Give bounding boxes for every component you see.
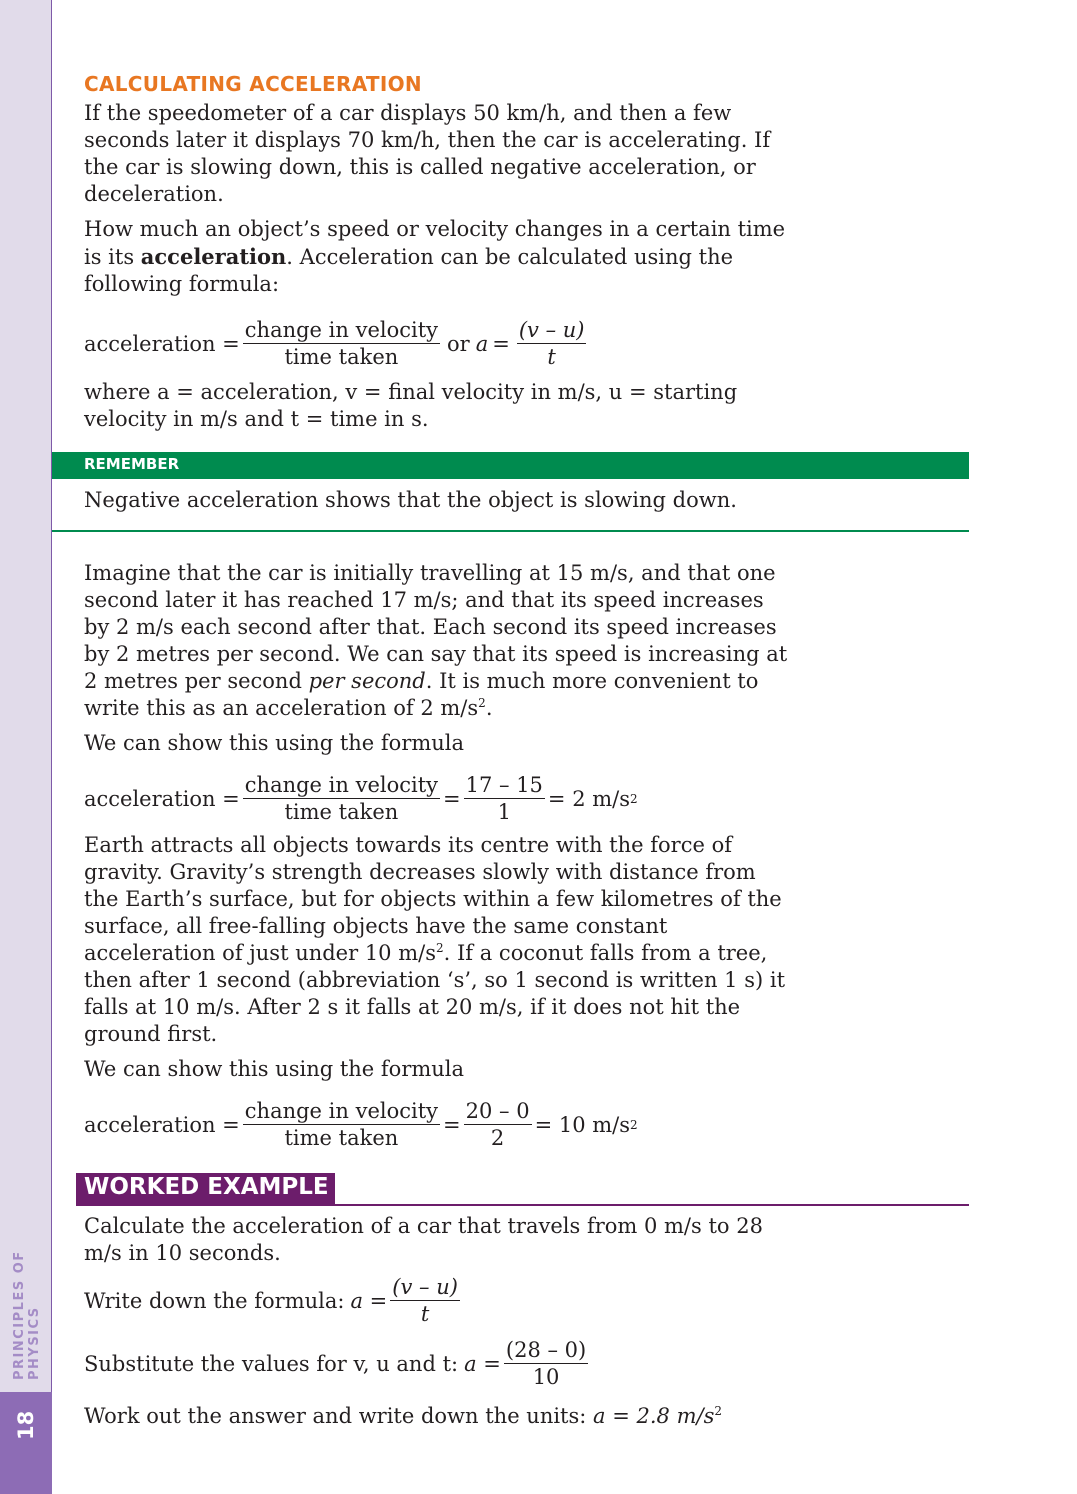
answer: a = 2.8 m/s: [593, 1404, 715, 1428]
formula-example-1: acceleration = $\frac{\text{change in velocity}}{\text{time taken}}$ = $\frac{17 - 15}{1}$ = 2 m/s 2: [84, 773, 638, 824]
page-number: 18: [14, 1410, 38, 1440]
numerator: change in velocity: [244, 1099, 439, 1123]
result: = 2 m/s: [547, 786, 630, 811]
text: . Acceleration can be calculated using the following formula:: [84, 245, 734, 296]
text: How much an object’s speed or velocity changes in a certain time is its: [84, 217, 786, 269]
formula-lhs: acceleration =: [84, 786, 240, 811]
step-text: Write down the formula:: [84, 1288, 345, 1313]
denominator: 1: [497, 800, 511, 824]
equals: =: [443, 786, 461, 811]
numerator: (28 – 0): [505, 1338, 587, 1362]
formula-example-2: acceleration = $\frac{\text{change in velocity}}{\text{time taken}}$ = $\frac{20 - 0}{2}$ = 10 m/s 2: [84, 1099, 638, 1150]
question: Calculate the acceleration of a car that travels from 0 m/s to 28 m/s in 10 seconds.: [84, 1214, 763, 1265]
remember-divider: [52, 530, 969, 532]
text: Imagine that the car is initially travelling at 15 m/s, and that one second later it has reached 17 m/s; and that its speed increases by 2 m/s each second after that. Each second its speed increases by 2 metres per second. We can say that its speed is increasing at 2 metres per second: [84, 561, 788, 693]
worked-example-body: [84, 1213, 794, 1430]
side-band-edge: [51, 0, 52, 1494]
superscript: 2: [478, 696, 486, 710]
paragraph: [84, 832, 794, 1048]
denominator: t: [420, 1302, 430, 1326]
step-1: [84, 1275, 794, 1326]
section-body: [84, 560, 794, 1150]
formula-lhs: a =: [350, 1288, 388, 1313]
step-3: [84, 1403, 794, 1430]
paragraph: We can show this using the formula: [84, 1057, 465, 1081]
numerator: change in velocity: [244, 773, 439, 797]
numerator: (v – u): [392, 1275, 458, 1299]
fraction: [504, 1338, 588, 1389]
numerator: 20 – 0: [465, 1099, 530, 1123]
denominator: 2: [490, 1126, 505, 1150]
fraction: [517, 318, 587, 369]
remember-title: REMEMBER: [84, 455, 180, 473]
denominator: time taken: [284, 1126, 399, 1150]
text: Earth attracts all objects towards its centre with the force of gravity. Gravity’s strength decreases slowly with distance from the Earth’s surface, but for objects within a few kilometres of the surface, all free-falling objects have the same constant acceleration of just under 10 m/s: [84, 833, 782, 965]
formula-acceleration: [84, 318, 804, 369]
section-calculating-acceleration: [84, 72, 804, 433]
step-text: Work out the answer and write down the units:: [84, 1404, 587, 1428]
fraction: [243, 1099, 440, 1150]
section-title: CALCULATING ACCELERATION: [84, 72, 422, 96]
fraction: [390, 1275, 460, 1326]
paragraph: We can show this using the formula: [84, 731, 465, 755]
denominator: 10: [532, 1365, 560, 1389]
bold-term: acceleration: [140, 244, 287, 269]
worked-example-divider: [76, 1204, 969, 1206]
paragraph: [84, 216, 804, 298]
formula-lhs: a =: [464, 1351, 501, 1376]
result: = 10 m/s: [534, 1112, 630, 1137]
fraction: [464, 773, 545, 824]
denominator: time taken: [284, 345, 399, 369]
or-text: or: [447, 331, 470, 356]
var-a: a: [475, 331, 489, 356]
paragraph: If the speedometer of a car displays 50 km/h, and then a few seconds later it displays 70 km/h, then the car is accelerating. If the car is slowing down, this is called negative acceleration, or deceleration.: [84, 101, 771, 206]
superscript: 2: [436, 941, 444, 955]
numerator: change in velocity: [244, 318, 439, 342]
step-text: Substitute the values for v, u and t:: [84, 1351, 459, 1376]
worked-example-title: WORKED EXAMPLE: [84, 1174, 329, 1200]
equals: =: [492, 331, 510, 356]
italic-text: per second: [308, 669, 426, 693]
fraction: [243, 773, 440, 824]
remember-text: Negative acceleration shows that the object is slowing down.: [84, 488, 737, 512]
denominator: t: [547, 345, 556, 369]
superscript: 2: [714, 1404, 722, 1418]
formula-lhs: acceleration =: [84, 1112, 240, 1137]
numerator: (v – u): [518, 318, 585, 342]
running-header: PRINCIPLES OF PHYSICS: [12, 1250, 42, 1380]
remember-bar: [52, 452, 969, 479]
fraction: [243, 318, 440, 369]
equals: =: [443, 1112, 461, 1137]
paragraph: Imagine that the car is initially travelling at 15 m/s, and that one second later it has reached 17 m/s; and that its speed increases by 2 m/s each second after that. Each second its speed increases by 2 metres per second. We can say that its speed is increasing at 2 metres per second per second. It is much more convenient to write this as an acceleration of 2 $m/s^2$.: [84, 561, 788, 720]
step-2: [84, 1338, 794, 1389]
denominator: time taken: [284, 800, 399, 824]
formula-lhs: acceleration =: [84, 331, 240, 356]
text: . If a coconut falls from a tree, then after 1 second (abbreviation ‘s’, so 1 second is written 1 s) it falls at 10 m/s. After 2 s it falls at 20 m/s, if it does not hit the ground first.: [84, 941, 786, 1046]
paragraph: where a = acceleration, v = final velocity in m/s, u = starting velocity in m/s and t = time in s.: [84, 380, 738, 431]
text: . It is much more convenient to write this as an acceleration of 2 m/s: [84, 669, 759, 720]
numerator: 17 – 15: [465, 773, 543, 797]
fraction: [464, 1099, 532, 1150]
